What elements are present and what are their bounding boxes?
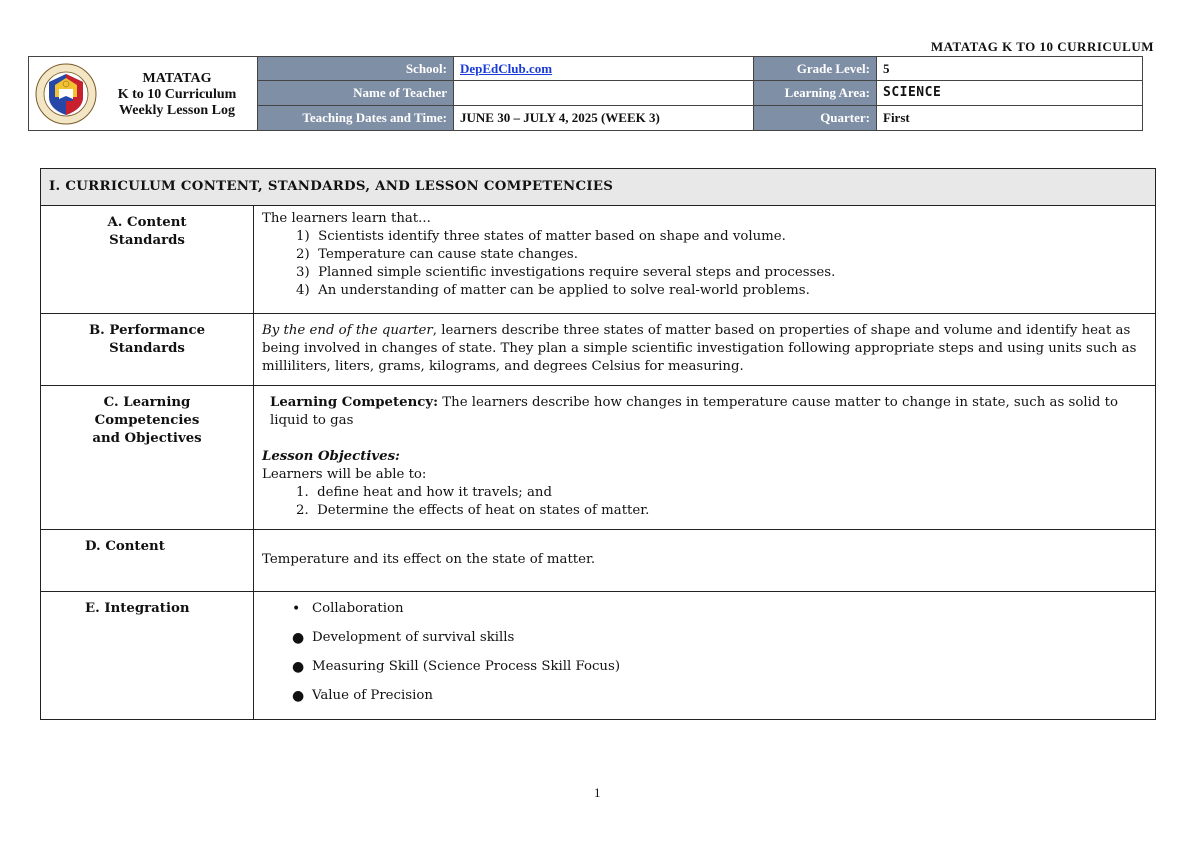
section-heading: I. CURRICULUM CONTENT, STANDARDS, AND LESSON COMPETENCIES [41,169,1156,206]
label-line: B. Performance [88,323,206,338]
logo-cell [29,57,257,130]
list-item: ● Measuring Skill (Science Process Skill Focus) [292,659,621,675]
content-standards-body [254,206,1156,314]
content-standards-label [41,206,254,314]
objectives-list [262,484,1147,520]
grade-level-label: Grade Level: [753,57,876,81]
competencies-label [41,386,254,530]
list-item: 2. Determine the effects of heat on states of matter. [296,503,650,518]
learning-competency [262,394,1147,430]
performance-standards-row [41,314,1156,386]
bullet-icon: • [292,601,301,617]
list-item: 1) Scientists identify three states of matter based on shape and volume. [296,229,786,244]
deped-seal-icon [35,63,97,125]
title-line-3: Weekly Lesson Log [119,102,235,118]
curriculum-header-label: MATATAG K TO 10 CURRICULUM [930,39,1154,54]
label-line: Standards [109,233,185,248]
label-line: A. Content [107,215,187,230]
section-heading-row [41,169,1156,206]
header-info-grid [257,57,1142,130]
competency-text: The learners describe how changes in temperature cause matter to change in state, such as solid to liquid to gas [270,395,1118,428]
competency-label: Learning Competency: [270,395,439,410]
integration-label [41,592,254,720]
list-item: 2) Temperature can cause state changes. [296,247,578,262]
label-line: Standards [109,341,185,356]
list-item: 3) Planned simple scientific investigations require several steps and processes. [296,265,836,280]
grade-level-value: 5 [876,57,1142,81]
teaching-dates-label: Teaching Dates and Time: [257,106,453,130]
label-line: and Objectives [92,431,202,446]
content-label [41,530,254,592]
list-item: ● Development of survival skills [292,630,515,646]
content-body: Temperature and its effect on the state of matter. [254,530,1156,592]
content-standards-row [41,206,1156,314]
label-line: D. Content [85,539,165,554]
title-line-1: MATATAG [142,70,212,86]
list-item: • Collaboration [292,601,404,617]
list-item: 1. define heat and how it travels; and [296,485,553,500]
competencies-body [254,386,1156,530]
quarter-label: Quarter: [753,106,876,130]
list-item: 4) An understanding of matter can be applied to solve real-world problems. [296,283,810,298]
lesson-log-title [97,69,257,119]
list-item: ● Value of Precision [292,688,433,704]
school-label: School: [257,57,453,81]
school-link[interactable]: DepEdClub.com [460,60,553,76]
integration-list [262,596,1147,715]
bullet-icon: ● [292,688,305,704]
lesson-log-header [28,56,1143,131]
bullet-icon: ● [292,659,305,675]
content-standards-intro: The learners learn that... [262,211,431,226]
integration-row [41,592,1156,720]
page-number: 1 [594,785,601,800]
school-value [453,57,753,81]
competencies-row [41,386,1156,530]
content-row [41,530,1156,592]
performance-standards-body [254,314,1156,386]
integration-body [254,592,1156,720]
label-line: E. Integration [85,601,190,616]
content-standards-list [262,228,1147,300]
title-line-2: K to 10 Curriculum [117,86,237,102]
learning-area-label: Learning Area: [753,81,876,105]
performance-lead: By the end of the quarter [262,323,433,338]
performance-text: , learners describe three states of matter based on properties of shape and volume and identify heat as being involved in changes of state. They plan a simple scientific investigation following appropriate steps and using units such as milliliters, liters, grams, kilograms, and degrees Celsius for measuring. [262,323,1137,374]
objectives-label: Lesson Objectives: [262,449,400,464]
curriculum-table [40,168,1156,720]
teaching-dates-value: JUNE 30 – JULY 4, 2025 (WEEK 3) [453,106,753,130]
performance-standards-label [41,314,254,386]
quarter-value: First [876,106,1142,130]
teacher-label: Name of Teacher [257,81,453,105]
bullet-icon: ● [292,630,305,646]
objectives-intro: Learners will be able to: [262,467,427,482]
label-line: Competencies [94,413,200,428]
teacher-value [453,81,753,105]
learning-area-value: SCIENCE [876,81,1142,105]
label-line: C. Learning [103,395,191,410]
